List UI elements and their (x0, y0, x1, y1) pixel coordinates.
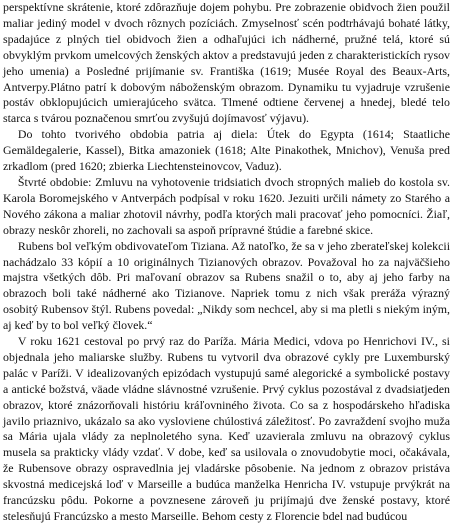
document-page (3, 0, 450, 525)
paragraph-continued: perspektívne skrátenie, ktoré zdôrazňuje dojem pohybu. Pre zobrazenie obidvoch žien použil maliar jediný model v dvoch rôznych pozíciách. Zmyselnosť scén podtrhávajú bohaté látky, spadajúce z plných tiel obidvoch žien a odhaľujúci ich nádherné, pružné telá, ktoré sú obvyklým prvkom umelcových ženských aktov a predstavujú jeden z charakteristickích rysov jeho umenia) a Posledné prijímanie sv. Františka (1619; Musée Royal des Beaux-Arts, Antverpy.Plátno patrí k dobovým náboženským obrazom. Dynamiku tu vyjadruje vzrušenie postáv obklopujúcich umierajúceho svätca. Tlmené odtiene červenej a hnedej, bledé telo starca s tvárou poznačenou smrťou zvyšujú dojímavosť výjavu). (3, 0, 450, 126)
paragraph-titian: Rubens bol veľkým obdivovateľom Tiziana. Až natoľko, že sa v jeho zberateľskej kolekcii nachádzalo 33 kópií a 10 originálnych Tizianových obrazov. Považoval ho za najväčšieho majstra všetkých dôb. Pri maľovaní obrazov sa Rubens snažil o to, aby aj jeho farby na obrazoch boli také nádherné ako Tizianove. Napriek tomu z nich však preráža výrazný osobitý Rubensov štýl. Rubens povedal: „Nikdy som nechcel, aby si ma pletli s niekým iným, aj keď by to bol veľký človek.“ (3, 238, 450, 333)
paragraph-paris: V roku 1621 cestoval po prvý raz do Paríža. Mária Medici, vdova po Henrichovi IV., si objednala jeho maliarske služby. Rubens tu vytvoril dva obrazové cykly pre Luxemburský palác v Paríži. V idealizovaných epizódach vystupujú samé alegorické a symbolické postavy a antické božstvá, väade vládne slávnostné vzrušenie. Prvý cyklus pozostával z dvadsiatjeden obrazov, ktoré znázorňovali históriu kráľovniného života. Co sa z hospodárskeho hľadiska javilo priaznivo, ukázalo sa ako vysloviene chúlostivá záležitosť. Po zavraždení svojho muža sa Mária ujala vlády za neplnoletého syna. Keď uzavierala zmluvu na obrazový cyklus musela sa prakticky vlády vzdať. V dobe, keď sa usilovala o znovudobytie moci, očakávala, že Rubensove obrazy ospravedlnia jej vladárske pôsobenie. Na jednom z obrazov pristáva skvostná medicejská loď v Marseille a budúca manželka Henricha IV. vstupuje prvýkrát na francúzsku pôdu. Pokorne a povznesene zároveň ju prijímajú dve ženské postavy, ktoré stelesňujú Francúzsko a mesto Marseille. Behom cesty z Florencie bdel nad budúcou (3, 334, 450, 523)
paragraph-works-list: Do tohto tvorivého obdobia patria aj diela: Útek do Egypta (1614; Staatliche Gemäldegalerie, Kassel), Bitka amazoniek (1618; Alte Pinakothek, Mnichov), Venuša pred zrkadlom (pred 1620; zbierka Liechtensteinovcov, Vaduz). (3, 127, 450, 174)
paragraph-fourth-period: Štvrté obdobie: Zmluvu na vyhotovenie tridsiatich dvoch stropných malieb do kostola sv. Karola Boromejského v Antverpách podpísal v roku 1620. Jezuiti určili námety zo Starého a Nového zákona a maliar zhotovil návrhy, podľa ktorých mali pracovať jeho pomocníci. Žiaľ, obrazy neskôr zhoreli, no zachovali sa aspoň prípravné štúdie a farebné skice. (3, 174, 450, 237)
